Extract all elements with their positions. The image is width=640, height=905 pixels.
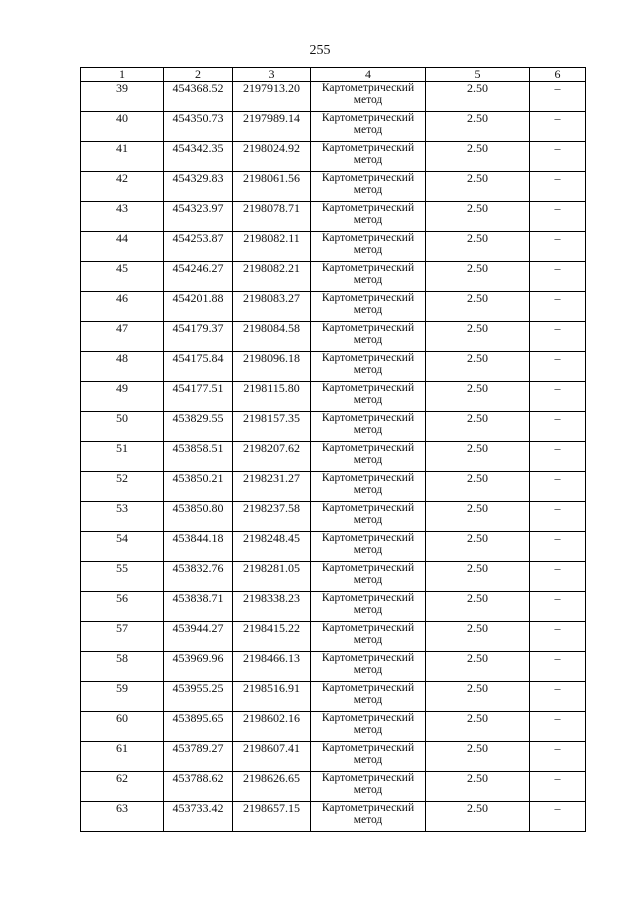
x-coordinate-cell: 453895.65 (164, 712, 233, 742)
y-coordinate-cell: 2198338.23 (233, 592, 311, 622)
y-coordinate-cell: 2198626.65 (233, 772, 311, 802)
x-coordinate-cell: 453733.42 (164, 802, 233, 832)
precision-cell: 2.50 (426, 802, 530, 832)
table-row (81, 142, 586, 172)
method-cell: Картометрический метод (311, 502, 426, 532)
method-cell: Картометрический метод (311, 742, 426, 772)
precision-cell: 2.50 (426, 532, 530, 562)
note-cell: – (530, 562, 586, 592)
table-row (81, 322, 586, 352)
table-row (81, 112, 586, 142)
x-coordinate-cell: 453829.55 (164, 412, 233, 442)
point-number-cell: 59 (81, 682, 164, 712)
x-coordinate-cell: 453850.21 (164, 472, 233, 502)
note-cell: – (530, 652, 586, 682)
point-number-cell: 56 (81, 592, 164, 622)
precision-cell: 2.50 (426, 622, 530, 652)
x-coordinate-cell: 454329.83 (164, 172, 233, 202)
method-cell: Картометрический метод (311, 652, 426, 682)
note-cell: – (530, 382, 586, 412)
y-coordinate-cell: 2198207.62 (233, 442, 311, 472)
precision-cell: 2.50 (426, 172, 530, 202)
note-cell: – (530, 202, 586, 232)
point-number-cell: 39 (81, 82, 164, 112)
x-coordinate-cell: 453858.51 (164, 442, 233, 472)
column-header: 6 (530, 68, 586, 82)
point-number-cell: 44 (81, 232, 164, 262)
note-cell: – (530, 262, 586, 292)
method-cell: Картометрический метод (311, 712, 426, 742)
y-coordinate-cell: 2198237.58 (233, 502, 311, 532)
precision-cell: 2.50 (426, 682, 530, 712)
precision-cell: 2.50 (426, 412, 530, 442)
point-number-cell: 49 (81, 382, 164, 412)
point-number-cell: 62 (81, 772, 164, 802)
method-cell: Картометрический метод (311, 292, 426, 322)
method-cell: Картометрический метод (311, 322, 426, 352)
precision-cell: 2.50 (426, 352, 530, 382)
table-row (81, 262, 586, 292)
table-row (81, 82, 586, 112)
x-coordinate-cell: 454246.27 (164, 262, 233, 292)
method-cell: Картометрический метод (311, 142, 426, 172)
method-cell: Картометрический метод (311, 352, 426, 382)
method-cell: Картометрический метод (311, 232, 426, 262)
y-coordinate-cell: 2198061.56 (233, 172, 311, 202)
y-coordinate-cell: 2197989.14 (233, 112, 311, 142)
note-cell: – (530, 442, 586, 472)
method-cell: Картометрический метод (311, 802, 426, 832)
note-cell: – (530, 742, 586, 772)
note-cell: – (530, 82, 586, 112)
point-number-cell: 46 (81, 292, 164, 322)
point-number-cell: 48 (81, 352, 164, 382)
column-header: 2 (164, 68, 233, 82)
y-coordinate-cell: 2198083.27 (233, 292, 311, 322)
method-cell: Картометрический метод (311, 412, 426, 442)
point-number-cell: 53 (81, 502, 164, 532)
point-number-cell: 42 (81, 172, 164, 202)
note-cell: – (530, 232, 586, 262)
method-cell: Картометрический метод (311, 682, 426, 712)
y-coordinate-cell: 2198157.35 (233, 412, 311, 442)
table-row (81, 172, 586, 202)
precision-cell: 2.50 (426, 382, 530, 412)
x-coordinate-cell: 454177.51 (164, 382, 233, 412)
y-coordinate-cell: 2198415.22 (233, 622, 311, 652)
column-header: 1 (81, 68, 164, 82)
table-row (81, 442, 586, 472)
x-coordinate-cell: 453944.27 (164, 622, 233, 652)
column-header: 3 (233, 68, 311, 82)
y-coordinate-cell: 2197913.20 (233, 82, 311, 112)
point-number-cell: 52 (81, 472, 164, 502)
precision-cell: 2.50 (426, 562, 530, 592)
note-cell: – (530, 772, 586, 802)
table-row (81, 592, 586, 622)
note-cell: – (530, 712, 586, 742)
y-coordinate-cell: 2198082.11 (233, 232, 311, 262)
note-cell: – (530, 292, 586, 322)
note-cell: – (530, 322, 586, 352)
y-coordinate-cell: 2198096.18 (233, 352, 311, 382)
point-number-cell: 57 (81, 622, 164, 652)
table-row (81, 712, 586, 742)
method-cell: Картометрический метод (311, 442, 426, 472)
precision-cell: 2.50 (426, 142, 530, 172)
precision-cell: 2.50 (426, 502, 530, 532)
note-cell: – (530, 502, 586, 532)
method-cell: Картометрический метод (311, 592, 426, 622)
table-row (81, 232, 586, 262)
note-cell: – (530, 472, 586, 502)
note-cell: – (530, 682, 586, 712)
table-row (81, 742, 586, 772)
precision-cell: 2.50 (426, 652, 530, 682)
point-number-cell: 45 (81, 262, 164, 292)
table-row (81, 382, 586, 412)
note-cell: – (530, 142, 586, 172)
table-header-row (81, 68, 586, 82)
point-number-cell: 41 (81, 142, 164, 172)
point-number-cell: 40 (81, 112, 164, 142)
point-number-cell: 63 (81, 802, 164, 832)
method-cell: Картометрический метод (311, 82, 426, 112)
y-coordinate-cell: 2198602.16 (233, 712, 311, 742)
x-coordinate-cell: 453832.76 (164, 562, 233, 592)
y-coordinate-cell: 2198657.15 (233, 802, 311, 832)
x-coordinate-cell: 453850.80 (164, 502, 233, 532)
method-cell: Картометрический метод (311, 112, 426, 142)
table-row (81, 352, 586, 382)
x-coordinate-cell: 454175.84 (164, 352, 233, 382)
precision-cell: 2.50 (426, 712, 530, 742)
note-cell: – (530, 172, 586, 202)
note-cell: – (530, 412, 586, 442)
precision-cell: 2.50 (426, 202, 530, 232)
coordinates-table (80, 67, 586, 832)
note-cell: – (530, 622, 586, 652)
y-coordinate-cell: 2198115.80 (233, 382, 311, 412)
point-number-cell: 54 (81, 532, 164, 562)
precision-cell: 2.50 (426, 442, 530, 472)
x-coordinate-cell: 453788.62 (164, 772, 233, 802)
y-coordinate-cell: 2198082.21 (233, 262, 311, 292)
table-row (81, 202, 586, 232)
note-cell: – (530, 592, 586, 622)
table-row (81, 562, 586, 592)
point-number-cell: 61 (81, 742, 164, 772)
x-coordinate-cell: 453789.27 (164, 742, 233, 772)
precision-cell: 2.50 (426, 262, 530, 292)
table-row (81, 622, 586, 652)
page-number: 255 (309, 43, 331, 58)
x-coordinate-cell: 454179.37 (164, 322, 233, 352)
y-coordinate-cell: 2198607.41 (233, 742, 311, 772)
point-number-cell: 47 (81, 322, 164, 352)
table-row (81, 502, 586, 532)
note-cell: – (530, 112, 586, 142)
table-row (81, 472, 586, 502)
point-number-cell: 58 (81, 652, 164, 682)
note-cell: – (530, 802, 586, 832)
precision-cell: 2.50 (426, 742, 530, 772)
y-coordinate-cell: 2198231.27 (233, 472, 311, 502)
y-coordinate-cell: 2198281.05 (233, 562, 311, 592)
y-coordinate-cell: 2198516.91 (233, 682, 311, 712)
precision-cell: 2.50 (426, 112, 530, 142)
method-cell: Картометрический метод (311, 532, 426, 562)
method-cell: Картометрический метод (311, 202, 426, 232)
x-coordinate-cell: 454201.88 (164, 292, 233, 322)
table-row (81, 532, 586, 562)
precision-cell: 2.50 (426, 82, 530, 112)
x-coordinate-cell: 454342.35 (164, 142, 233, 172)
method-cell: Картометрический метод (311, 472, 426, 502)
y-coordinate-cell: 2198024.92 (233, 142, 311, 172)
point-number-cell: 51 (81, 442, 164, 472)
y-coordinate-cell: 2198078.71 (233, 202, 311, 232)
x-coordinate-cell: 454368.52 (164, 82, 233, 112)
precision-cell: 2.50 (426, 322, 530, 352)
y-coordinate-cell: 2198248.45 (233, 532, 311, 562)
method-cell: Картометрический метод (311, 772, 426, 802)
table-row (81, 412, 586, 442)
x-coordinate-cell: 453838.71 (164, 592, 233, 622)
table-row (81, 652, 586, 682)
method-cell: Картометрический метод (311, 382, 426, 412)
precision-cell: 2.50 (426, 772, 530, 802)
note-cell: – (530, 352, 586, 382)
table-row (81, 772, 586, 802)
x-coordinate-cell: 454323.97 (164, 202, 233, 232)
x-coordinate-cell: 454253.87 (164, 232, 233, 262)
y-coordinate-cell: 2198084.58 (233, 322, 311, 352)
table-row (81, 802, 586, 832)
precision-cell: 2.50 (426, 472, 530, 502)
point-number-cell: 50 (81, 412, 164, 442)
precision-cell: 2.50 (426, 592, 530, 622)
table-row (81, 292, 586, 322)
y-coordinate-cell: 2198466.13 (233, 652, 311, 682)
point-number-cell: 55 (81, 562, 164, 592)
x-coordinate-cell: 453955.25 (164, 682, 233, 712)
precision-cell: 2.50 (426, 232, 530, 262)
column-header: 5 (426, 68, 530, 82)
method-cell: Картометрический метод (311, 622, 426, 652)
table-row (81, 682, 586, 712)
precision-cell: 2.50 (426, 292, 530, 322)
table-body (81, 82, 586, 832)
x-coordinate-cell: 454350.73 (164, 112, 233, 142)
x-coordinate-cell: 453969.96 (164, 652, 233, 682)
method-cell: Картометрический метод (311, 172, 426, 202)
x-coordinate-cell: 453844.18 (164, 532, 233, 562)
method-cell: Картометрический метод (311, 262, 426, 292)
point-number-cell: 60 (81, 712, 164, 742)
note-cell: – (530, 532, 586, 562)
point-number-cell: 43 (81, 202, 164, 232)
column-header: 4 (311, 68, 426, 82)
method-cell: Картометрический метод (311, 562, 426, 592)
